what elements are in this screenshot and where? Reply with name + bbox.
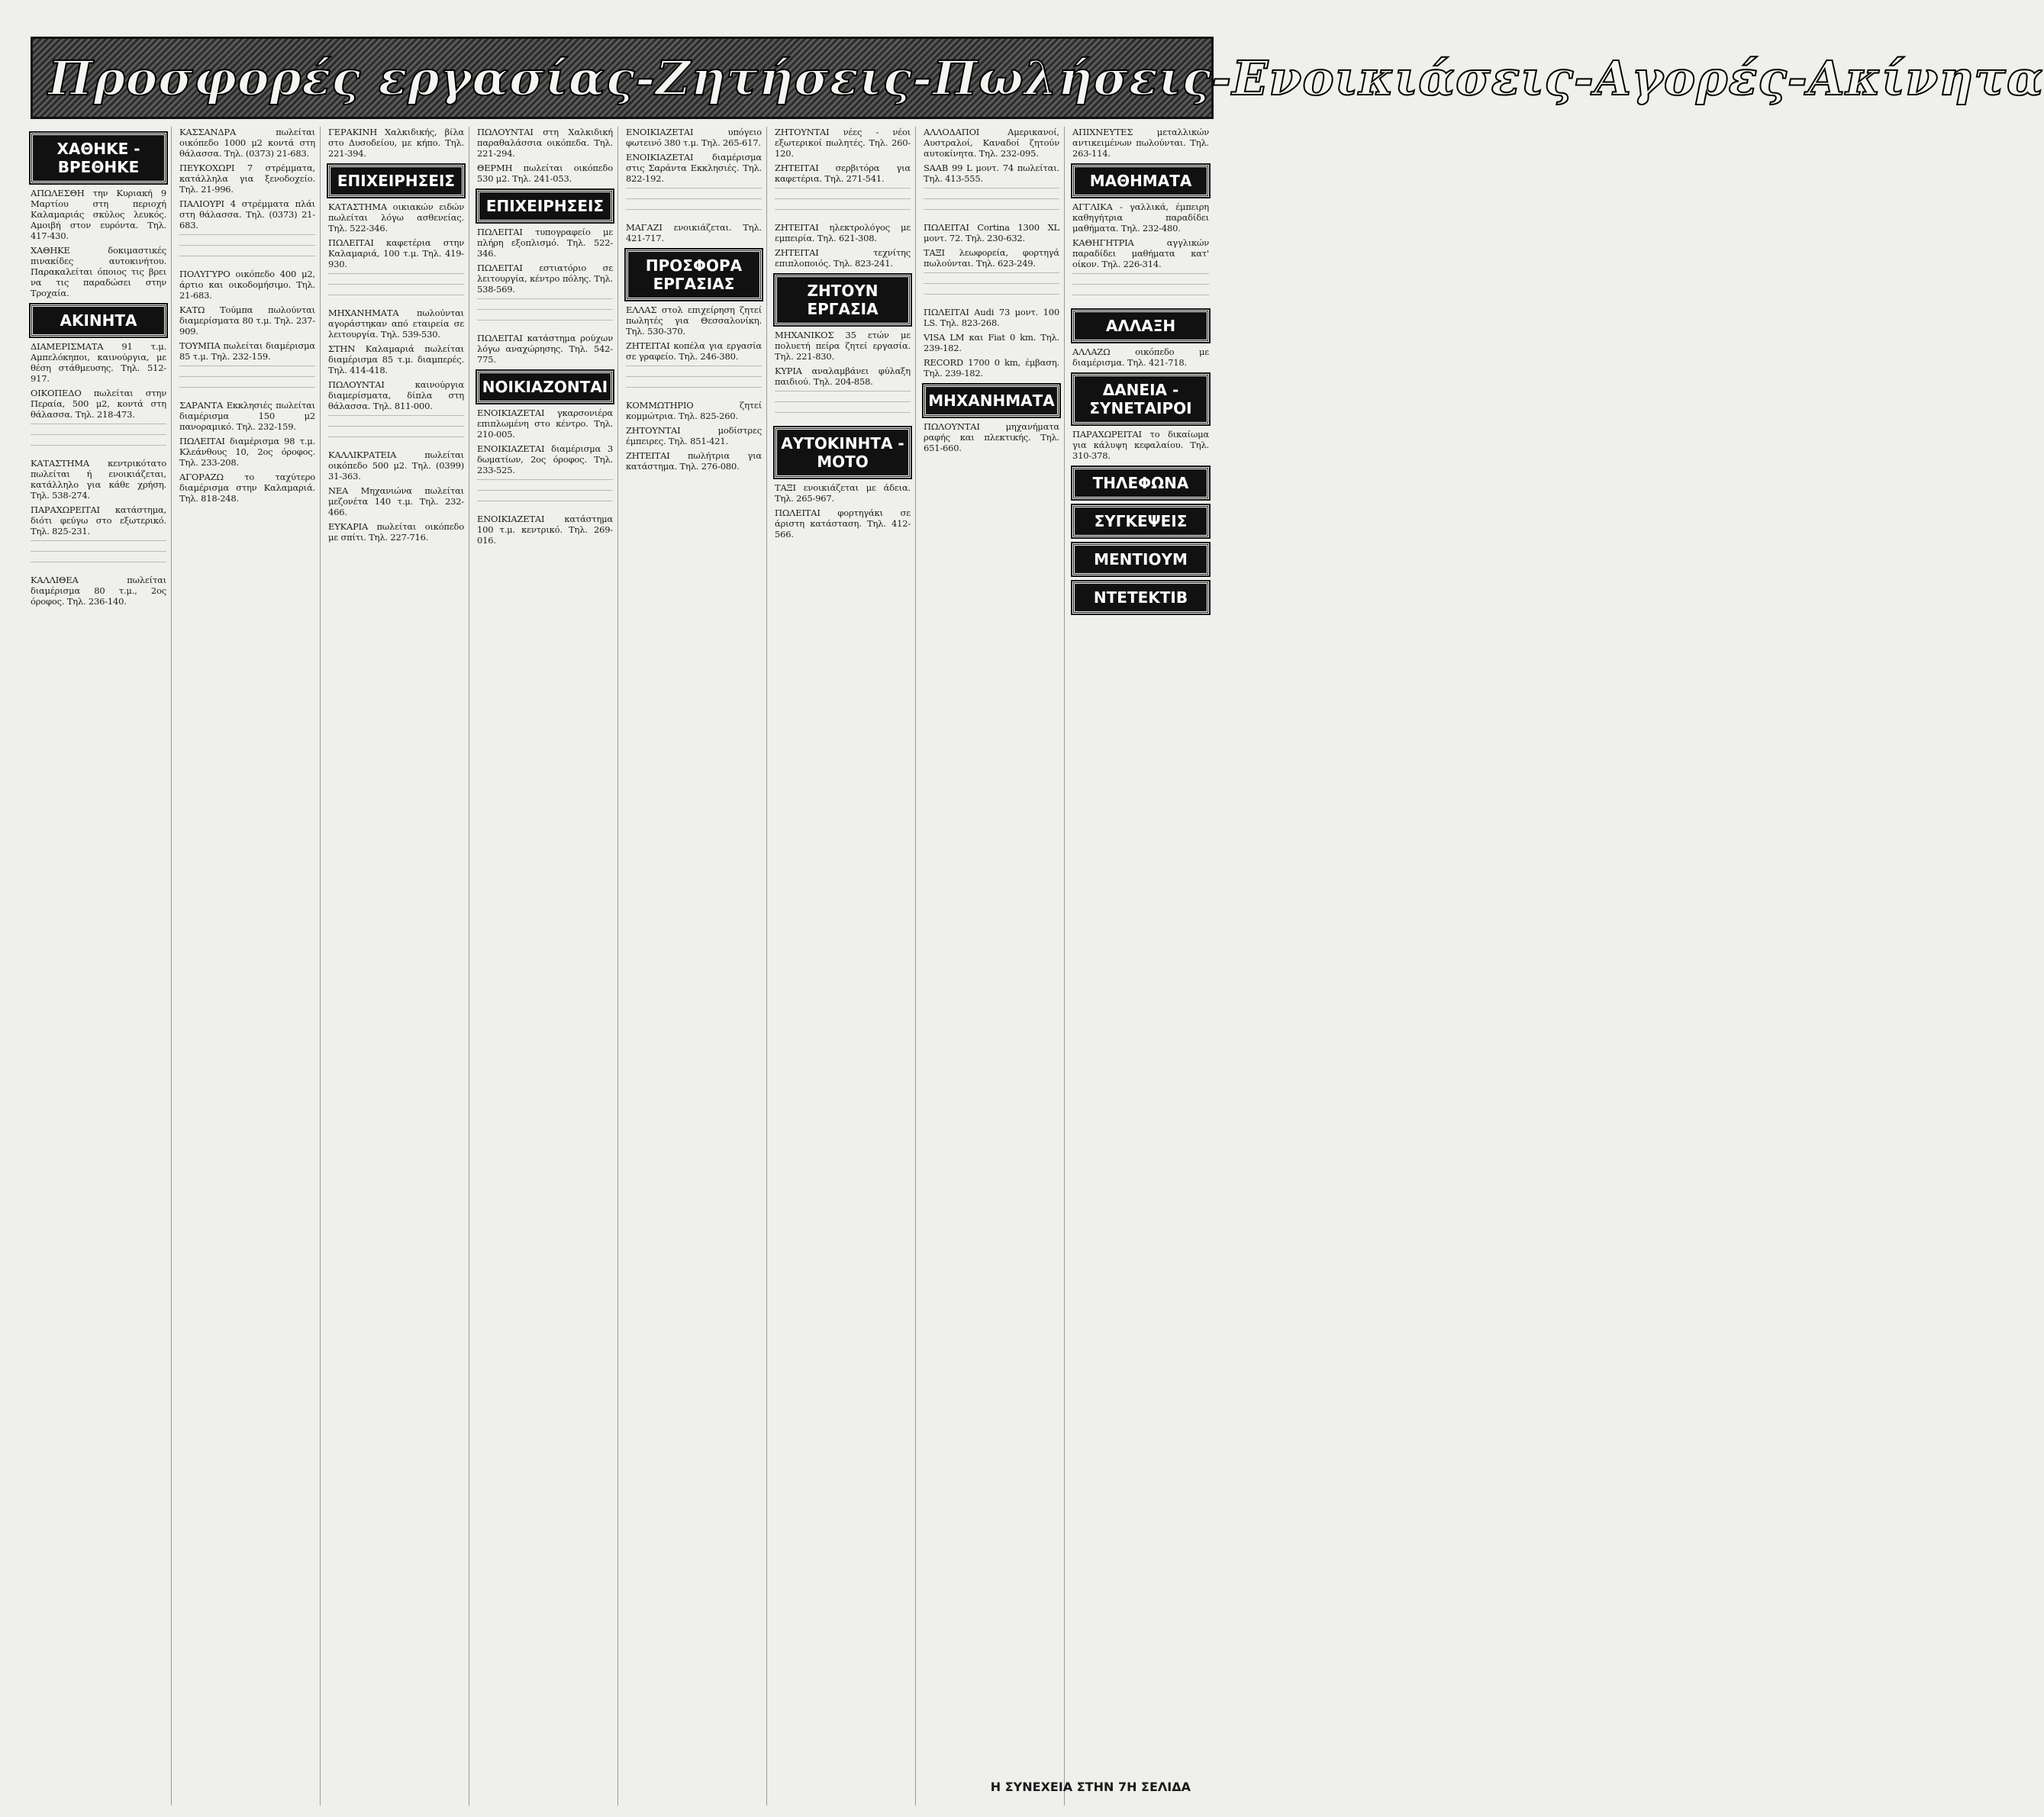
classified-ad: ΠΑΡΑΧΩΡΕΙΤΑΙ κατάστημα, διότι φεύγω στο εξωτερικό. Τηλ. 825-231.: [31, 504, 166, 536]
classified-ad: ΠΟΛΥΓΥΡΟ οικόπεδο 400 μ2, άρτιο και οικοδομήσιμο. Τηλ. 21-683.: [179, 269, 315, 301]
ad-column: [924, 127, 1065, 1806]
section-header: ΕΠΙΧΕΙΡΗΣΕΙΣ: [477, 190, 613, 222]
illegible-text-block: [328, 273, 464, 304]
classified-ad: ΕΝΟΙΚΙΑΖΕΤΑΙ υπόγειο φωτεινό 380 τ.μ. Τηλ. 265-617.: [626, 127, 762, 148]
classified-ad: ΖΗΤΕΙΤΑΙ τεχνίτης επιπλοποιός. Τηλ. 823-241.: [775, 247, 911, 269]
classified-ad: VISA LM και Fiat 0 km. Τηλ. 239-182.: [924, 332, 1059, 353]
classified-ad: ΚΟΜΜΩΤΗΡΙΟ ζητεί κομμώτρια. Τηλ. 825-260.: [626, 400, 762, 421]
illegible-text-block: [626, 188, 762, 218]
classified-ad: ΕΝΟΙΚΙΑΖΕΤΑΙ διαμέρισμα στις Σαράντα Εκκλησιές. Τηλ. 822-192.: [626, 152, 762, 184]
ad-column: [328, 127, 469, 1806]
classified-ad: ΖΗΤΕΙΤΑΙ κοπέλα για εργασία σε γραφείο. Τηλ. 246-380.: [626, 340, 762, 362]
classified-ad: RECORD 1700 0 km, έμβαση. Τηλ. 239-182.: [924, 357, 1059, 379]
classified-ad: ΠΩΛΕΙΤΑΙ διαμέρισμα 98 τ.μ. Κλεάνθους 10, 2ος όροφος. Τηλ. 233-208.: [179, 436, 315, 468]
illegible-text-block: [1072, 273, 1209, 304]
ad-columns: [31, 127, 1214, 1806]
illegible-text-block: [328, 415, 464, 446]
classified-ad: ΕΝΟΙΚΙΑΖΕΤΑΙ γκαρσονιέρα επιπλωμένη στο κέντρο. Τηλ. 210-005.: [477, 408, 613, 440]
ad-column: [626, 127, 767, 1806]
illegible-text-block: [179, 366, 315, 396]
classified-ad: ΖΗΤΕΙΤΑΙ ηλεκτρολόγος με εμπειρία. Τηλ. 621-308.: [775, 222, 911, 243]
classified-ad: ΚΑΤΩ Τούμπα πωλούνται διαμερίσματα 80 τ.μ. Τηλ. 237-909.: [179, 304, 315, 337]
newspaper-page: [14, 14, 2044, 1811]
classified-ad: ΜΗΧΑΝΙΚΟΣ 35 ετών με πολυετή πείρα ζητεί εργασία. Τηλ. 221-830.: [775, 330, 911, 362]
illegible-text-block: [775, 391, 911, 421]
classified-ad: ΠΩΛΟΥΝΤΑΙ μηχανήματα ραφής και πλεκτικής. Τηλ. 651-660.: [924, 421, 1059, 453]
classified-ad: ΝΕΑ Μηχανιώνα πωλείται μεζονέτα 140 τ.μ. Τηλ. 232-466.: [328, 485, 464, 517]
classified-ad: ΑΛΛΑΖΩ οικόπεδο με διαμέρισμα. Τηλ. 421-718.: [1072, 346, 1209, 368]
classified-ad: ΣΑΡΑΝΤΑ Εκκλησιές πωλείται διαμέρισμα 150 μ2 πανοραμικό. Τηλ. 232-159.: [179, 400, 315, 432]
section-header: ΠΡΟΣΦΟΡΑ ΕΡΓΑΣΙΑΣ: [626, 250, 762, 300]
classified-ad: ΣΤΗΝ Καλαμαριά πωλείται διαμέρισμα 85 τ.μ. διαμπερές. Τηλ. 414-418.: [328, 343, 464, 375]
section-header: ΜΗΧΑΝΗΜΑΤΑ: [924, 385, 1059, 417]
classified-ad: ΠΩΛΕΙΤΑΙ κατάστημα ρούχων λόγω αναχώρησης. Τηλ. 542-775.: [477, 333, 613, 365]
classified-ad: ΖΗΤΟΥΝΤΑΙ νέες - νέοι εξωτερικοί πωλητές. Τηλ. 260-120.: [775, 127, 911, 159]
classified-ad: ΠΑΛΙΟΥΡΙ 4 στρέμματα πλάι στη θάλασσα. Τηλ. (0373) 21-683.: [179, 198, 315, 230]
classified-ad: ΚΑΣΣΑΝΔΡΑ πωλείται οικόπεδο 1000 μ2 κοντά στη θάλασσα. Τηλ. (0373) 21-683.: [179, 127, 315, 159]
classified-ad: ΚΑΤΑΣΤΗΜΑ οικιακών ειδών πωλείται λόγω ασθενείας. Τηλ. 522-346.: [328, 201, 464, 234]
section-header: ΜΑΘΗΜΑΤΑ: [1072, 165, 1209, 197]
classified-ad: ΑΠΩΛΕΣΘΗ την Κυριακή 9 Μαρτίου στη περιοχή Καλαμαριάς σκύλος λευκός. Αμοιβή στον ευρόντα. Τηλ. 417-430.: [31, 188, 166, 241]
classified-ad: ΚΑΘΗΓΗΤΡΙΑ αγγλικών παραδίδει μαθήματα κατ' οίκον. Τηλ. 226-314.: [1072, 237, 1209, 269]
section-header: ΜΕΝΤΙΟΥΜ: [1072, 543, 1209, 575]
classified-ad: ΠΕΥΚΟΧΩΡΙ 7 στρέμματα, κατάλληλα για ξενοδοχείο. Τηλ. 21-996.: [179, 163, 315, 195]
illegible-text-block: [775, 188, 911, 218]
illegible-text-block: [31, 540, 166, 571]
illegible-text-block: [924, 188, 1059, 218]
illegible-text-block: [924, 272, 1059, 303]
section-header: ΑΥΤΟΚΙΝΗΤΑ - ΜΟΤΟ: [775, 427, 911, 478]
section-header: ΑΚΙΝΗΤΑ: [31, 304, 166, 337]
classified-ad: ΚΑΛΛΙΚΡΑΤΕΙΑ πωλείται οικόπεδο 500 μ2. Τηλ. (0399) 31-363.: [328, 449, 464, 482]
classifieds-banner: [31, 37, 2044, 119]
classified-ad: ΠΩΛΟΥΝΤΑΙ στη Χαλκιδική παραθαλάσσια οικόπεδα. Τηλ. 221-294.: [477, 127, 613, 159]
classified-ad: ΖΗΤΕΙΤΑΙ πωλήτρια για κατάστημα. Τηλ. 276-080.: [626, 450, 762, 472]
section-header: ΕΠΙΧΕΙΡΗΣΕΙΣ: [328, 165, 464, 197]
classified-ad: ΠΩΛΕΙΤΑΙ Cortina 1300 XL μοντ. 72. Τηλ. 230-632.: [924, 222, 1059, 243]
classified-ad: ΠΩΛΕΙΤΑΙ καφετέρια στην Καλαμαριά, 100 τ.μ. Τηλ. 419-930.: [328, 237, 464, 269]
section-header: ΔΑΝΕΙΑ - ΣΥΝΕΤΑΙΡΟΙ: [1072, 374, 1209, 424]
classified-ad: ΚΥΡΙΑ αναλαμβάνει φύλαξη παιδιού. Τηλ. 204-858.: [775, 366, 911, 387]
section-header: ΑΛΛΑΞΗ: [1072, 310, 1209, 342]
classified-ad: ΕΥΚΑΡΙΑ πωλείται οικόπεδο με σπίτι. Τηλ. 227-716.: [328, 521, 464, 543]
section-header: ΣΥΓΚΕΨΕΙΣ: [1072, 505, 1209, 537]
classified-ad: ΑΓΟΡΑΖΩ το ταχύτερο διαμέρισμα στην Καλαμαριά. Τηλ. 818-248.: [179, 472, 315, 504]
classified-ad: ΠΩΛΕΙΤΑΙ εστιατόριο σε λειτουργία, κέντρο πόλης. Τηλ. 538-569.: [477, 263, 613, 295]
classified-ad: ΤΑΞΙ ενοικιάζεται με άδεια. Τηλ. 265-967.: [775, 482, 911, 504]
illegible-text-block: [626, 366, 762, 396]
classified-ad: ΜΗΧΑΝΗΜΑΤΑ πωλούνται αγοράστηκαν από εταιρεία σε λειτουργία. Τηλ. 539-530.: [328, 308, 464, 340]
classified-ad: ΓΕΡΑΚΙΝΗ Χαλκιδικής, βίλα στο Δυσοδείου, με κήπο. Τηλ. 221-394.: [328, 127, 464, 159]
classified-ad: ΕΝΟΙΚΙΑΖΕΤΑΙ κατάστημα 100 τ.μ. κεντρικό. Τηλ. 269-016.: [477, 514, 613, 546]
section-header: ΧΑΘΗΚΕ - ΒΡΕΘΗΚΕ: [31, 133, 166, 183]
section-header: ΝΟΙΚΙΑΖΟΝΤΑΙ: [477, 371, 613, 403]
classified-ad: ΟΙΚΟΠΕΔΟ πωλείται στην Περαία, 500 μ2, κοντά στη θάλασσα. Τηλ. 218-473.: [31, 388, 166, 420]
banner-title: Προσφορές εργασίας-Ζητήσεις-Πωλήσεις-Ενοικιάσεις-Αγορές-Ακίνητα: [48, 50, 2044, 106]
classified-ad: ΑΓΓΛΙΚΑ - γαλλικά, έμπειρη καθηγήτρια παραδίδει μαθήματα. Τηλ. 232-480.: [1072, 201, 1209, 234]
ad-column: [179, 127, 321, 1806]
classified-ad: ΠΩΛΕΙΤΑΙ Audi 73 μοντ. 100 LS. Τηλ. 823-268.: [924, 307, 1059, 328]
classified-ad: ΚΑΛΛΙΘΕΑ πωλείται διαμέρισμα 80 τ.μ., 2ος όροφος. Τηλ. 236-140.: [31, 575, 166, 607]
classified-ad: ΖΗΤΕΙΤΑΙ σερβιτόρα για καφετέρια. Τηλ. 271-541.: [775, 163, 911, 184]
classified-ad: ΠΩΛΟΥΝΤΑΙ καινούργια διαμερίσματα, δίπλα στη θάλασσα. Τηλ. 811-000.: [328, 379, 464, 411]
continuation-note: Η ΣΥΝΕΧΕΙΑ ΣΤΗΝ 7Η ΣΕΛΙΔΑ: [990, 1780, 1191, 1794]
classified-ad: ΠΩΛΕΙΤΑΙ τυπογραφείο με πλήρη εξοπλισμό. Τηλ. 522-346.: [477, 227, 613, 259]
classified-ad: ΑΠΙΧΝΕΥΤΕΣ μεταλλικών αντικειμένων πωλούνται. Τηλ. 263-114.: [1072, 127, 1209, 159]
ad-column: [1072, 127, 1214, 1806]
classified-ad: ΠΑΡΑΧΩΡΕΙΤΑΙ το δικαίωμα για κάλυψη κεφαλαίου. Τηλ. 310-378.: [1072, 429, 1209, 461]
ad-column: [775, 127, 916, 1806]
classified-ad: ΚΑΤΑΣΤΗΜΑ κεντρικότατο πωλείται ή ενοικιάζεται, κατάλληλο για κάθε χρήση. Τηλ. 538-274.: [31, 458, 166, 501]
classified-ad: ΧΑΘΗΚΕ δοκιμαστικές πινακίδες αυτοκινήτου. Παρακαλείται όποιος τις βρει να τις παραδώσει στην Τροχαία.: [31, 245, 166, 298]
section-header: ΝΤΕΤΕΚΤΙΒ: [1072, 582, 1209, 614]
illegible-text-block: [477, 298, 613, 329]
classified-ad: ΔΙΑΜΕΡΙΣΜΑΤΑ 91 τ.μ. Αμπελόκηποι, καινούργια, με θέση στάθμευσης. Τηλ. 512-917.: [31, 341, 166, 384]
classified-ad: ΘΕΡΜΗ πωλείται οικόπεδο 530 μ2. Τηλ. 241-053.: [477, 163, 613, 184]
classified-ad: SAAB 99 L μοντ. 74 πωλείται. Τηλ. 413-555.: [924, 163, 1059, 184]
section-header: ΖΗΤΟΥΝ ΕΡΓΑΣΙΑ: [775, 275, 911, 325]
classified-ad: ΕΛΛΑΣ στολ επιχείρηση ζητεί πωλητές για Θεσσαλονίκη. Τηλ. 530-370.: [626, 304, 762, 337]
classified-ad: ΤΑΞΙ λεωφορεία, φορτηγά πωλούνται. Τηλ. 623-249.: [924, 247, 1059, 269]
ad-column: [31, 127, 172, 1806]
classified-ad: ΑΛΛΟΔΑΠΟΙ Αμερικανοί, Αυστραλοί, Καναδοί ζητούν αυτοκίνητα. Τηλ. 232-095.: [924, 127, 1059, 159]
classified-ad: ΜΑΓΑΖΙ ενοικιάζεται. Τηλ. 421-717.: [626, 222, 762, 243]
section-header: ΤΗΛΕΦΩΝΑ: [1072, 467, 1209, 499]
illegible-text-block: [31, 424, 166, 454]
illegible-text-block: [179, 234, 315, 265]
classified-ad: ΕΝΟΙΚΙΑΖΕΤΑΙ διαμέρισμα 3 δωματίων, 2ος όροφος. Τηλ. 233-525.: [477, 443, 613, 475]
classified-ad: ΠΩΛΕΙΤΑΙ φορτηγάκι σε άριστη κατάσταση. Τηλ. 412-566.: [775, 507, 911, 540]
classified-ad: ΖΗΤΟΥΝΤΑΙ μοδίστρες έμπειρες. Τηλ. 851-421.: [626, 425, 762, 446]
ad-column: [477, 127, 618, 1806]
classified-ad: ΤΟΥΜΠΑ πωλείται διαμέρισμα 85 τ.μ. Τηλ. 232-159.: [179, 340, 315, 362]
illegible-text-block: [477, 479, 613, 510]
